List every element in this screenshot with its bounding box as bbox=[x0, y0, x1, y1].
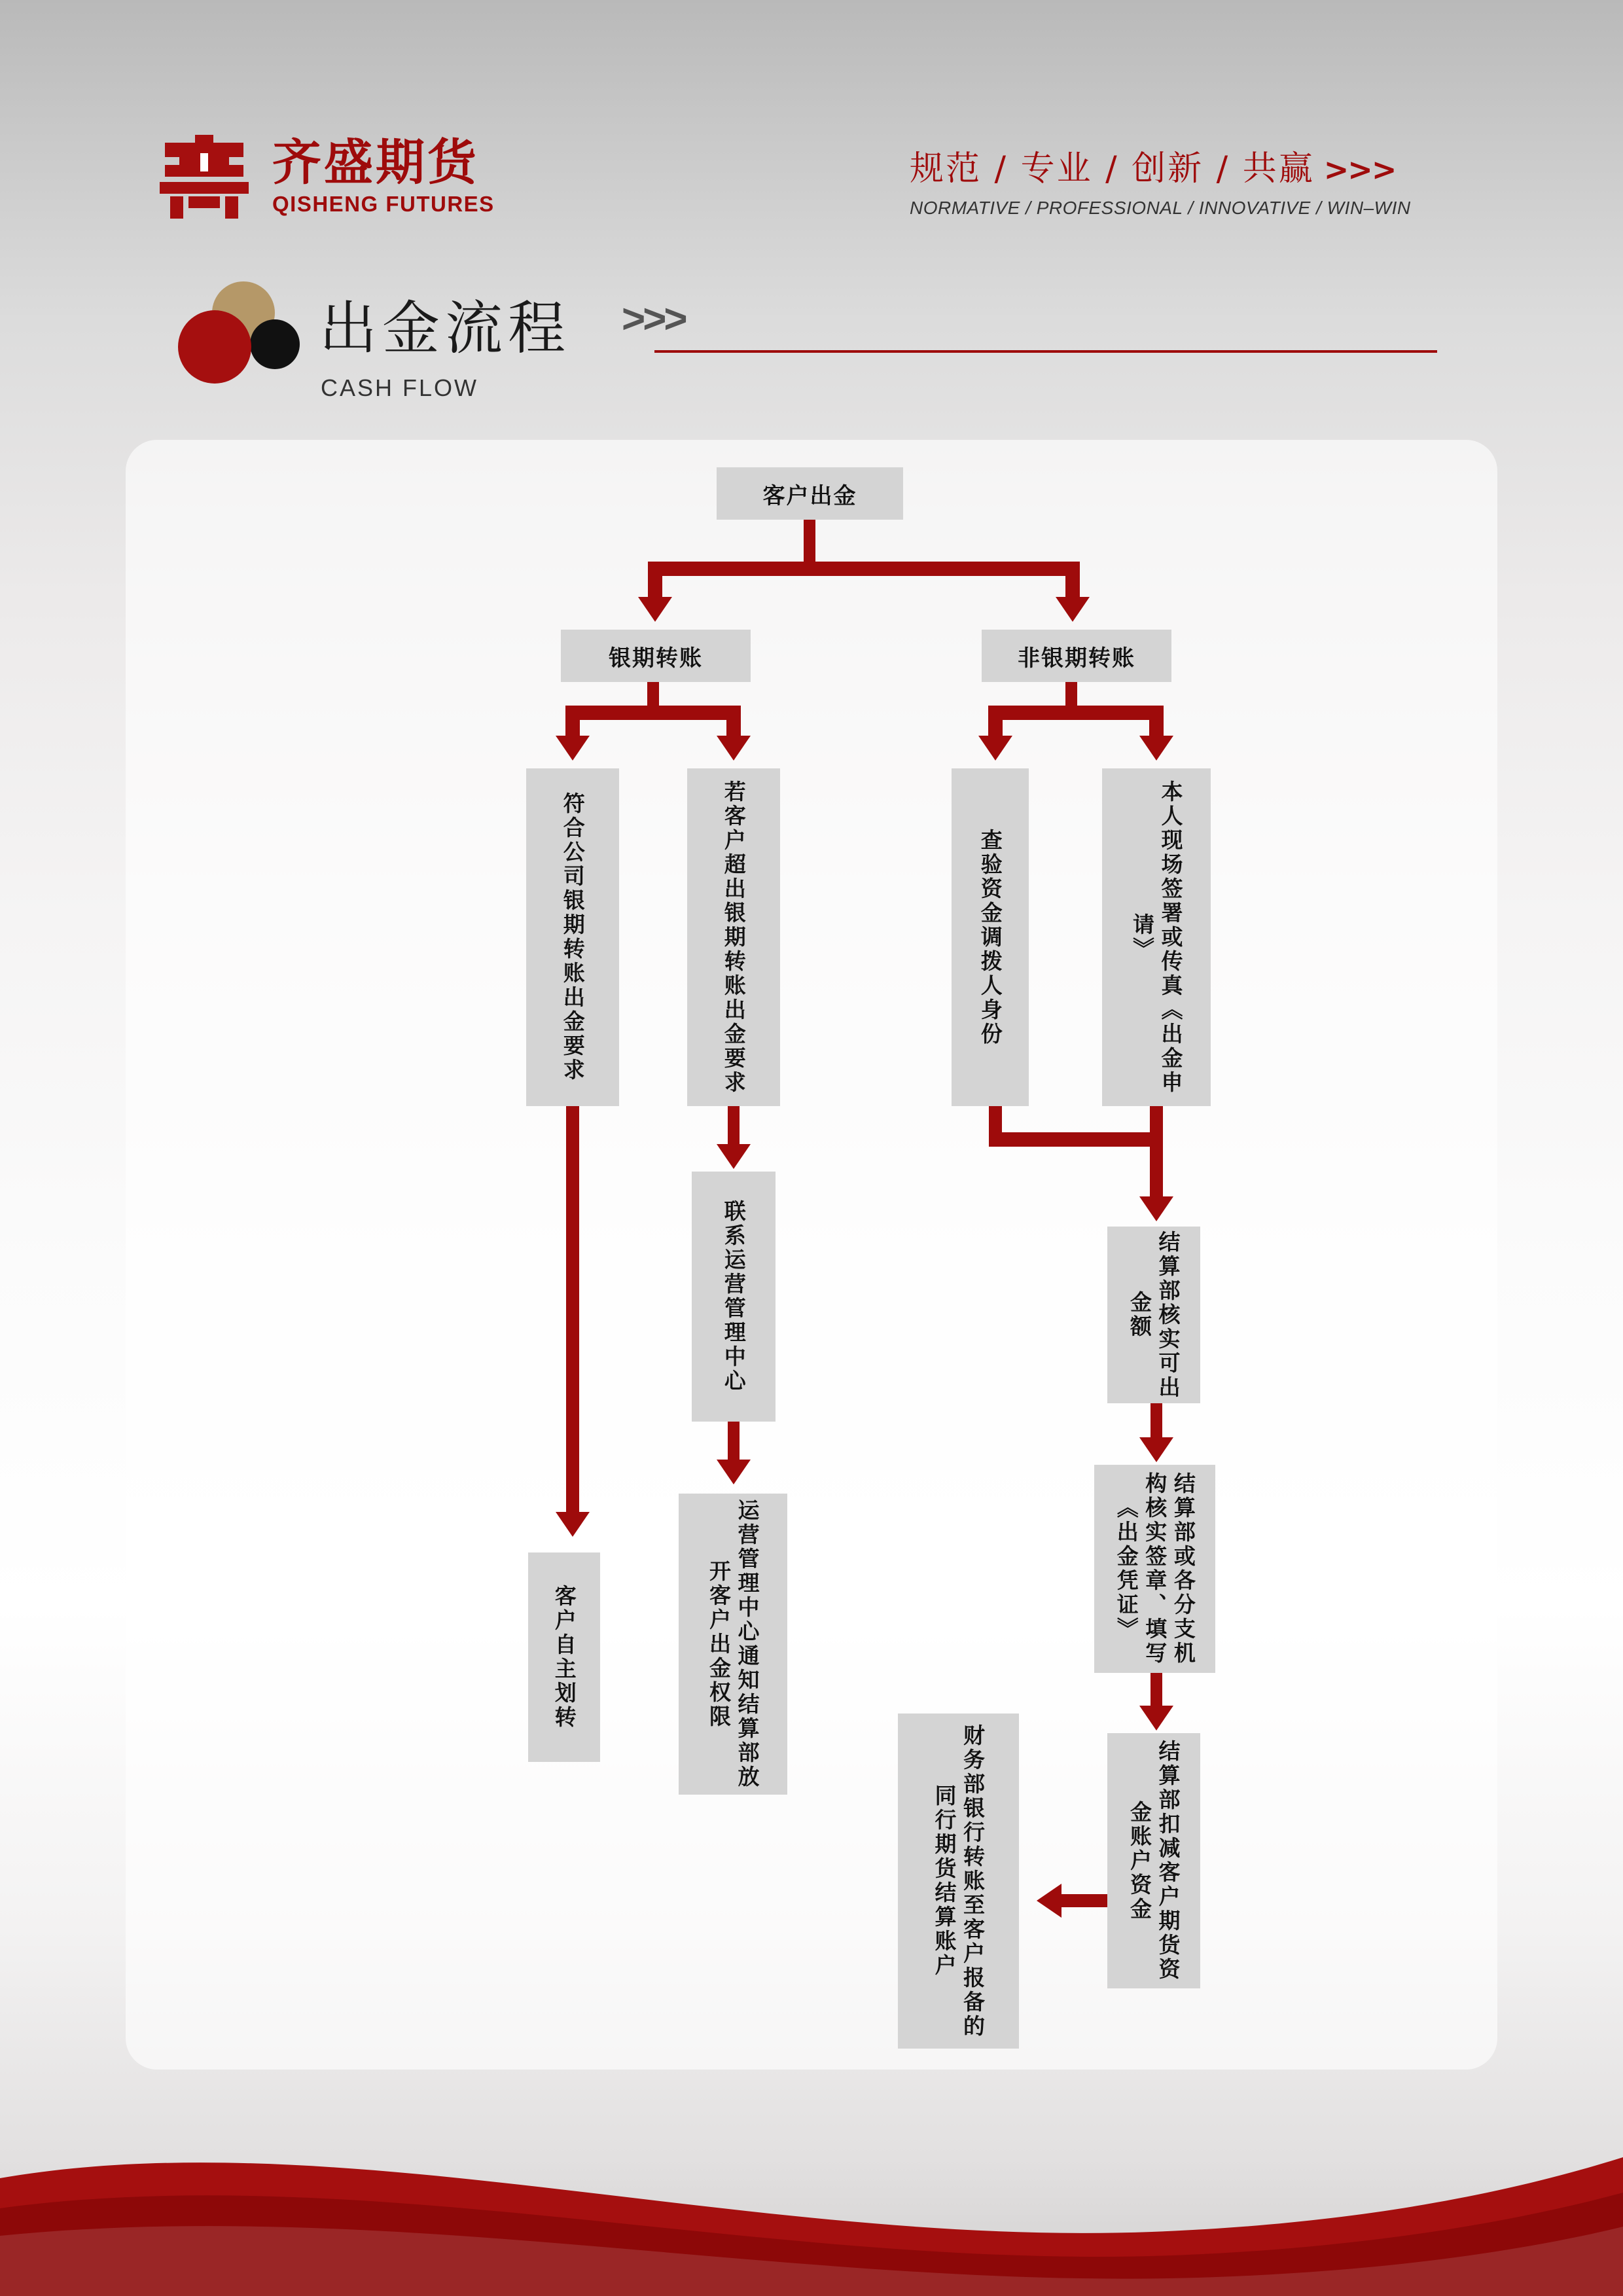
page-subtitle: CASH FLOW bbox=[321, 374, 479, 401]
title-arrows-icon: >>> bbox=[622, 296, 685, 342]
flow-node-customer-self-transfer[interactable]: 客户自主划转 bbox=[528, 1552, 600, 1762]
arrowhead-n4-to-n11 bbox=[556, 1512, 590, 1537]
connector-to-n3 bbox=[1065, 562, 1080, 602]
slogan-text-en: NORMATIVE / PROFESSIONAL / INNOVATIVE / WIN–WIN bbox=[910, 198, 1411, 218]
flow-node-exceeds-requirement[interactable]: 若客户超出银期转账出金要求 bbox=[687, 768, 780, 1106]
flow-node-sign-or-fax-application[interactable]: 本人现场签署或传真《出金申请》 bbox=[1102, 768, 1211, 1106]
brand-name-cn: 齐盛期货 bbox=[272, 133, 480, 191]
connector-bus-top bbox=[648, 562, 1080, 576]
flow-node-deduct-customer-funds[interactable]: 结算部扣减客户期货资金账户资金 bbox=[1107, 1733, 1200, 1988]
connector-n9-to-n12 bbox=[1150, 1403, 1162, 1443]
connector-merge-bus bbox=[989, 1132, 1163, 1147]
dot-black-icon bbox=[250, 319, 300, 369]
flow-node-customer-withdrawal[interactable]: 客户出金 bbox=[717, 467, 903, 520]
flow-node-open-withdrawal-permission[interactable]: 运营管理中心通知结算部放开客户出金权限 bbox=[679, 1494, 787, 1795]
connector-n5-to-n8 bbox=[728, 1106, 740, 1149]
connector-n8-to-n10 bbox=[728, 1422, 740, 1465]
connector-n4-to-n11 bbox=[566, 1106, 579, 1518]
flow-node-bank-futures-transfer[interactable]: 银期转账 bbox=[561, 630, 751, 682]
slogan-arrows-icon: >>> bbox=[1323, 152, 1396, 187]
flow-node-settlement-verify-amount[interactable]: 结算部核实可出金额 bbox=[1107, 1227, 1200, 1403]
dot-red-icon bbox=[178, 310, 251, 384]
flow-node-non-bank-futures-transfer[interactable]: 非银期转账 bbox=[982, 630, 1171, 682]
arrowhead-to-n3 bbox=[1056, 597, 1090, 622]
footer-wave bbox=[0, 2080, 1623, 2296]
arrowhead-to-n2 bbox=[638, 597, 672, 622]
arrowhead-to-n6 bbox=[978, 736, 1012, 761]
connector-bus-n3 bbox=[988, 706, 1164, 720]
slogan-text-cn: 规范 / 专业 / 创新 / 共赢 bbox=[910, 149, 1315, 188]
brand-name-en: QISHENG FUTURES bbox=[272, 192, 495, 217]
flow-node-finance-bank-transfer[interactable]: 财务部银行转账至客户报备的同行期货结算账户 bbox=[898, 1713, 1019, 2049]
connector-bus-n2 bbox=[565, 706, 741, 720]
brand-slogan bbox=[910, 141, 1411, 219]
title-decor-dots bbox=[178, 281, 302, 380]
page-title: 出金流程 bbox=[319, 295, 571, 362]
connector-to-n2 bbox=[648, 562, 662, 602]
flow-node-settlement-sign-and-fill-voucher[interactable]: 结算部或各分支机构核实签章、填写《出金凭证》 bbox=[1094, 1465, 1215, 1673]
arrowhead-n5-to-n8 bbox=[717, 1144, 751, 1169]
arrowhead-to-n7 bbox=[1139, 736, 1173, 761]
arrowhead-to-n5 bbox=[717, 736, 751, 761]
arrowhead-n9-to-n12 bbox=[1139, 1437, 1173, 1462]
qisheng-logo-icon bbox=[152, 131, 257, 223]
title-divider bbox=[654, 350, 1437, 353]
connector-merge-down bbox=[1150, 1132, 1163, 1203]
page-header bbox=[0, 0, 1623, 262]
arrowhead-to-n4 bbox=[556, 736, 590, 761]
flow-node-meets-company-requirement[interactable]: 符合公司银期转账出金要求 bbox=[526, 768, 619, 1106]
arrowhead-n13-to-n14 bbox=[1037, 1884, 1061, 1918]
flowchart-card bbox=[126, 440, 1497, 2070]
brand-logo bbox=[152, 131, 495, 223]
arrowhead-n12-to-n13 bbox=[1139, 1706, 1173, 1731]
arrowhead-n8-to-n10 bbox=[717, 1460, 751, 1484]
flow-node-contact-operations-center[interactable]: 联系运营管理中心 bbox=[692, 1172, 776, 1422]
flow-node-verify-identity[interactable]: 查验资金调拨人身份 bbox=[952, 768, 1029, 1106]
arrowhead-merge-to-n9 bbox=[1139, 1196, 1173, 1221]
